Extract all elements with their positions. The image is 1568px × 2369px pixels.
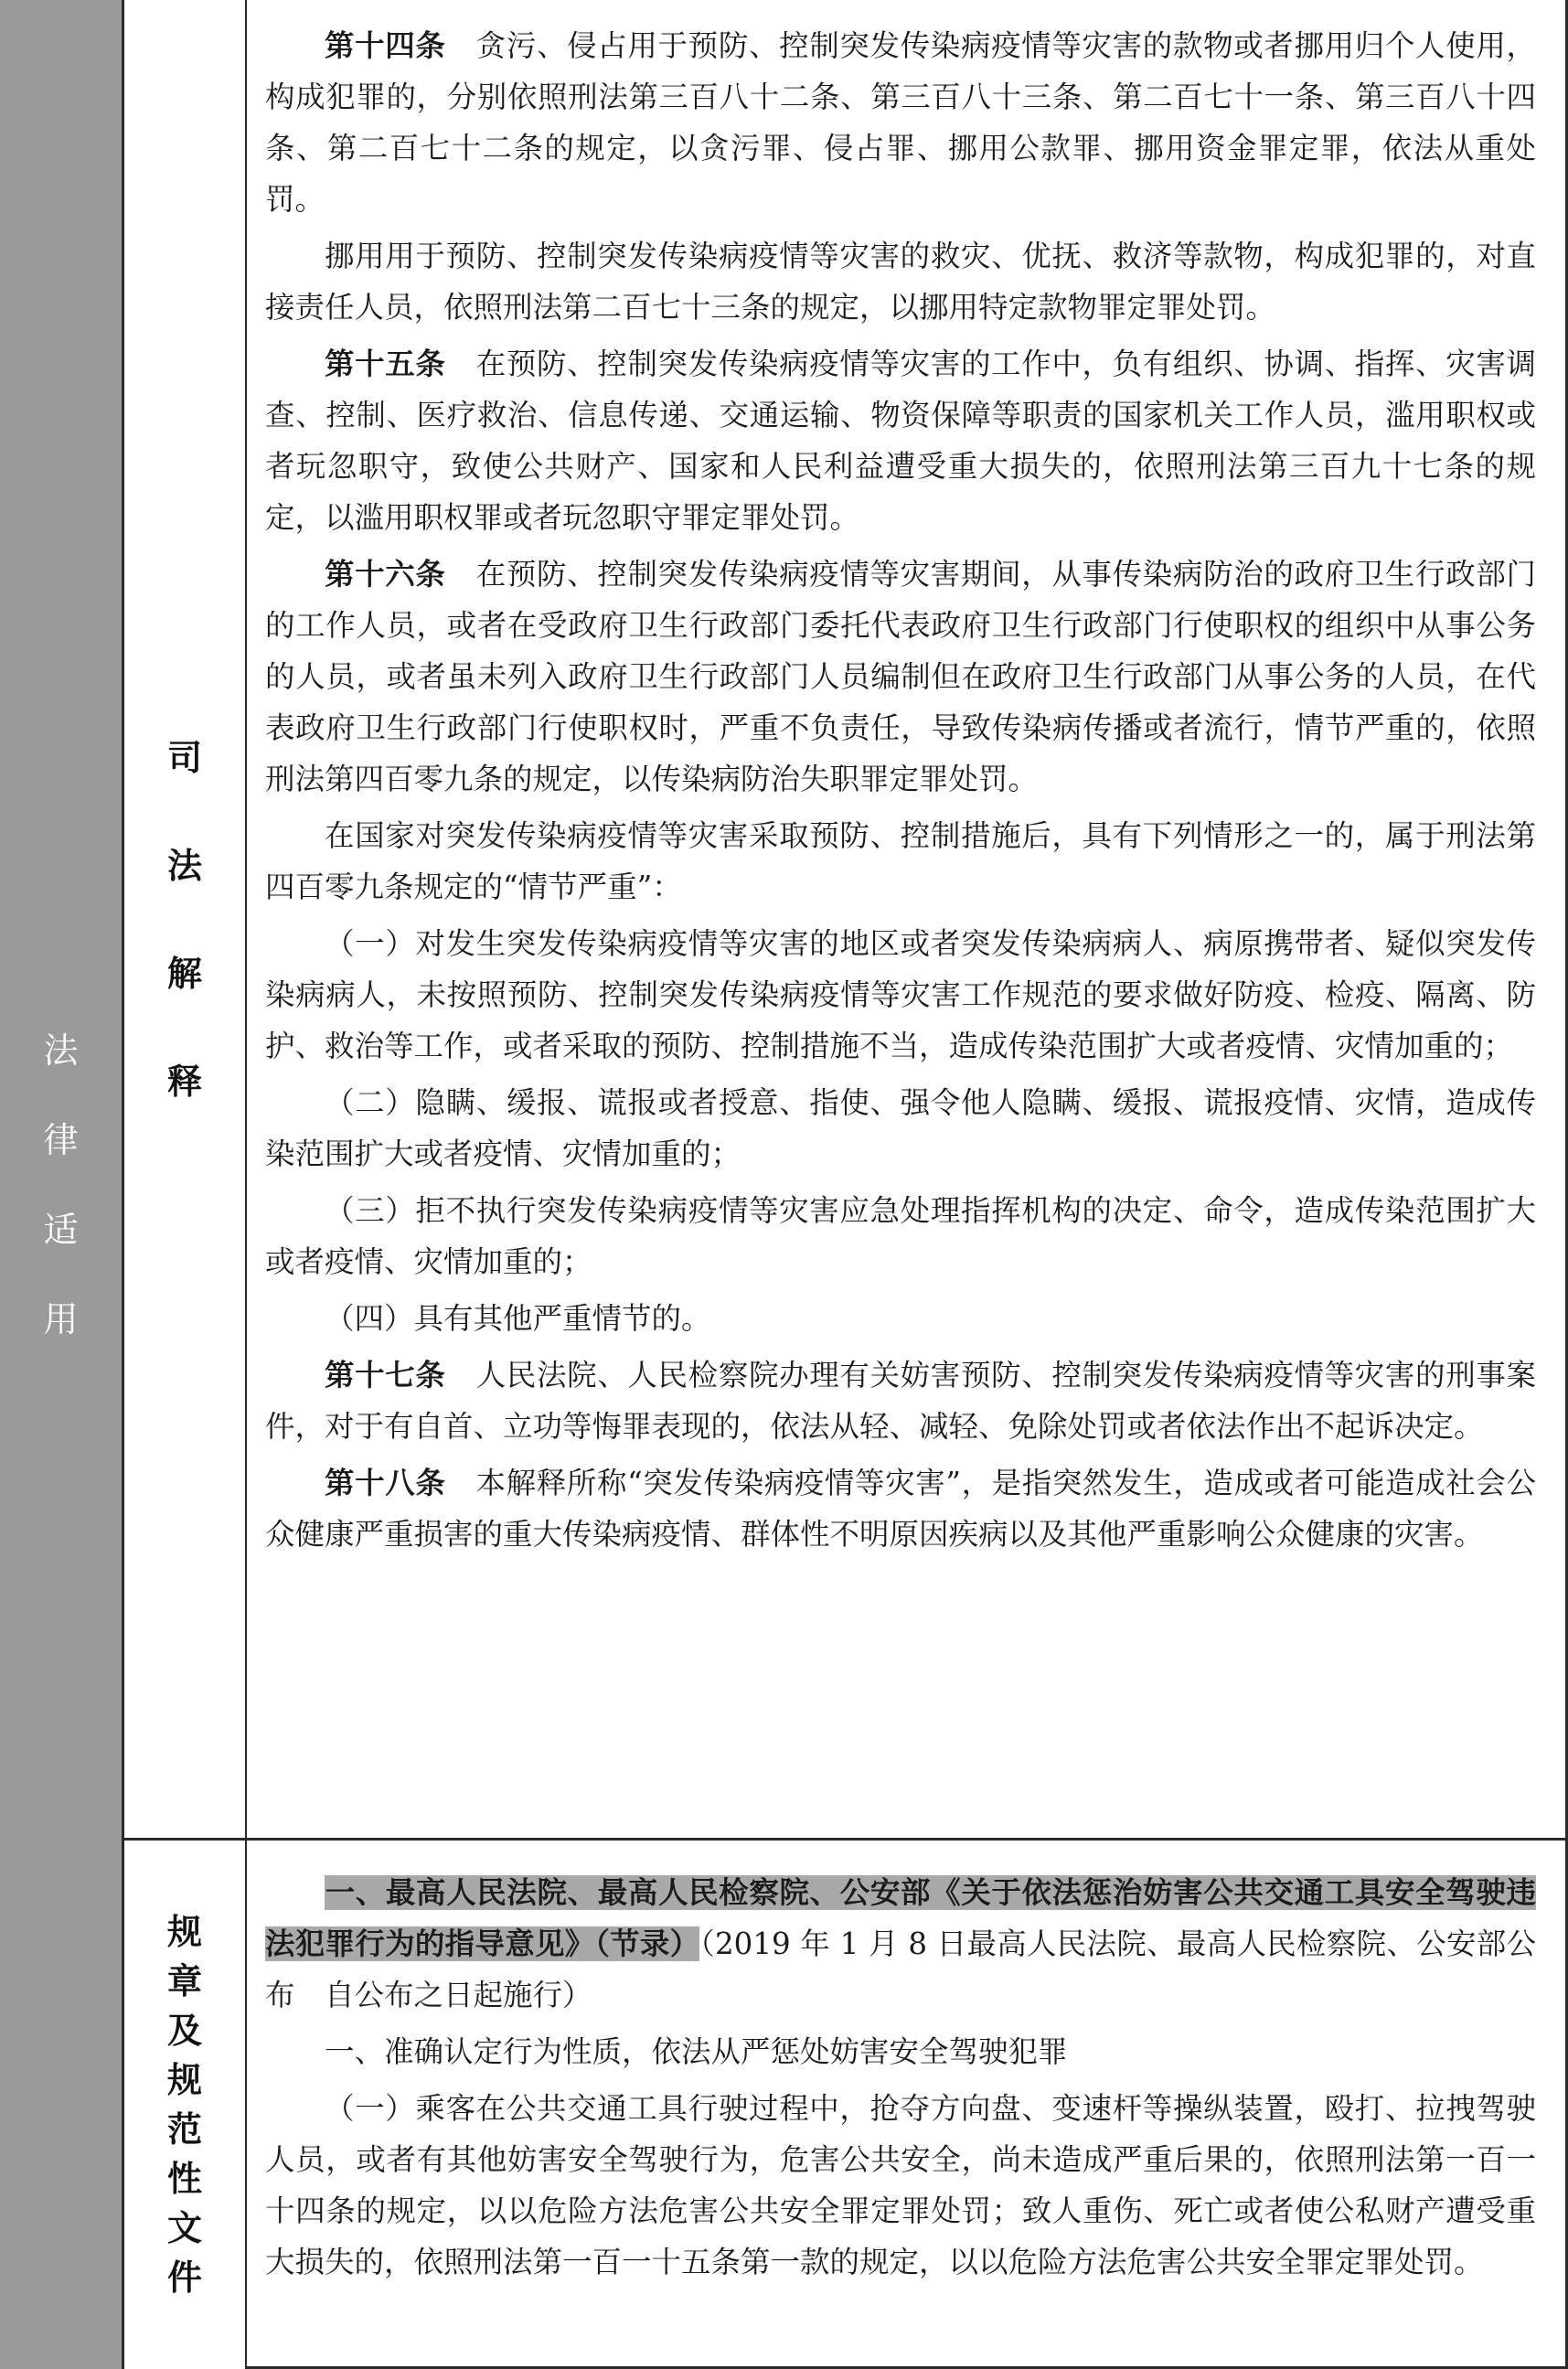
subcategory-char: 章 — [166, 1960, 202, 2001]
article-text: （二）隐瞒、缓报、谎报或者授意、指使、强令他人隐瞒、缓报、谎报疫情、灾情，造成传染范围扩大或者疫情、灾情加重的； — [265, 1085, 1536, 1171]
regulation-paragraph — [265, 2083, 1536, 2288]
category-label — [43, 1006, 78, 1364]
article-text: （四）具有其他严重情节的。 — [325, 1301, 711, 1336]
category-column — [0, 0, 124, 2369]
subcategory-char: 法 — [166, 846, 202, 886]
article-text: 人民法院、人民检察院办理有关妨害预防、控制突发传染病疫情等灾害的刑事案件，对于有自首、立功等悔罪表现的，依法从轻、减轻、免除处罚或者依法作出不起诉决定。 — [265, 1358, 1536, 1444]
article-text: 贪污、侵占用于预防、控制突发传染病疫情等灾害的款物或者挪用归个人使用，构成犯罪的，分别依照刑法第三百八十二条、第三百八十三条、第二百七十一条、第三百八十四条、第二百七十二条的规定，以贪污罪、侵占罪、挪用公款罪、挪用资金罪定罪，依法从重处罚。 — [265, 28, 1536, 217]
document-title: 一、最高人民法院、最高人民检察院、公安部《关于依法惩治妨害公共交通工具安全驾驶违法犯罪行为的指导意见》（节录） — [265, 1875, 1536, 1961]
article-paragraph — [265, 1457, 1536, 1560]
regulations-text — [247, 1867, 1545, 2293]
subcategory-label — [167, 1907, 202, 2302]
subcategory-char: 释 — [166, 1062, 202, 1102]
judicial-interpretation-text — [247, 20, 1545, 1565]
document-title-paragraph — [265, 1867, 1536, 2021]
article-paragraph — [265, 1077, 1536, 1179]
article-paragraph — [265, 918, 1536, 1072]
subcategory-label — [167, 704, 202, 1136]
article-paragraph — [265, 810, 1536, 912]
article-number: 第十四条 — [325, 28, 446, 63]
subcategory-char: 解 — [166, 954, 202, 994]
article-text: 在国家对突发传染病疫情等灾害采取预防、控制措施后，具有下列情形之一的，属于刑法第四百零九条规定的“情节严重”： — [265, 818, 1536, 904]
regulation-text: （一）乘客在公共交通工具行驶过程中，抢夺方向盘、变速杆等操纵装置，殴打、拉拽驾驶人员，或者有其他妨害安全驾驶行为，危害公共安全，尚未造成严重后果的，依照刑法第一百一十四条的规定，以以危险方法危害公共安全罪定罪处罚；致人重伤、死亡或者使公私财产遭受重大损失的，依照刑法第一百一十五条第一款的规定，以以危险方法危害公共安全罪定罪处罚。 — [265, 2091, 1536, 2279]
article-text: 在预防、控制突发传染病疫情等灾害的工作中，负有组织、协调、指挥、灾害调查、控制、医疗救治、信息传递、交通运输、物资保障等职责的国家机关工作人员，滥用职权或者玩忽职守，致使公共财产、国家和人民利益遭受重大损失的，依照刑法第三百九十七条的规定，以滥用职权罪或者玩忽职守罪定罪处罚。 — [265, 347, 1536, 535]
subcategory-judicial — [124, 0, 247, 1840]
article-text: （三）拒不执行突发传染病疫情等灾害应急处理指挥机构的决定、命令，造成传染范围扩大或者疫情、灾情加重的； — [265, 1193, 1536, 1279]
article-text: 在预防、控制突发传染病疫情等灾害期间，从事传染病防治的政府卫生行政部门的工作人员，或者在受政府卫生行政部门委托代表政府卫生行政部门行使职权的组织中从事公务的人员，或者虽未列入政府卫生行政部门人员编制但在政府卫生行政部门从事公务的人员，在代表政府卫生行政部门行使职权时，严重不负责任，导致传染病传播或者流行，情节严重的，依照刑法第四百零九条的规定，以传染病防治失职罪定罪处罚。 — [265, 557, 1536, 796]
subcategory-char: 司 — [166, 738, 202, 778]
subcategory-char: 范 — [166, 2108, 202, 2150]
category-char: 法 — [43, 1030, 79, 1071]
article-number: 第十五条 — [325, 347, 446, 381]
category-char: 适 — [43, 1209, 79, 1250]
article-text: 本解释所称“突发传染病疫情等灾害”，是指突然发生，造成或者可能造成社会公众健康严重损害的重大传染病疫情、群体性不明原因疾病以及其他严重影响公众健康的灾害。 — [265, 1466, 1536, 1552]
article-paragraph — [265, 230, 1536, 333]
article-paragraph — [265, 1293, 1536, 1344]
article-paragraph — [265, 338, 1536, 543]
subcategory-char: 性 — [166, 2158, 202, 2199]
regulation-text: 一、准确认定行为性质，依法从严惩处妨害安全驾驶犯罪 — [325, 2034, 1068, 2069]
article-paragraph — [265, 549, 1536, 805]
subcategory-regulations — [124, 1840, 247, 2369]
subcategory-char: 规 — [166, 2059, 202, 2100]
subcategory-char: 件 — [166, 2257, 202, 2298]
article-paragraph — [265, 1350, 1536, 1452]
category-char: 律 — [43, 1119, 79, 1160]
article-number: 第十六条 — [325, 557, 446, 592]
article-number: 第十七条 — [325, 1358, 446, 1393]
article-text: （一）对发生突发传染病疫情等灾害的地区或者突发传染病病人、病原携带者、疑似突发传染病病人，未按照预防、控制突发传染病疫情等灾害工作规范的要求做好防疫、检疫、隔离、防护、救治等工作，或者采取的预防、控制措施不当，造成传染范围扩大或者疫情、灾情加重的； — [265, 926, 1536, 1063]
category-char: 用 — [43, 1298, 79, 1339]
article-text: 挪用用于预防、控制突发传染病疫情等灾害的救灾、优抚、救济等款物，构成犯罪的，对直接责任人员，依照刑法第二百七十三条的规定，以挪用特定款物罪定罪处罚。 — [265, 239, 1536, 325]
article-number: 第十八条 — [325, 1466, 446, 1500]
document-publication-note: （2019 年 1 月 8 日最高人民法院、最高人民检察院、公安部公布 自公布之日起施行） — [265, 1926, 1536, 2012]
subcategory-char: 规 — [166, 1911, 202, 1952]
article-paragraph — [265, 20, 1536, 225]
row-divider — [124, 1838, 1568, 1841]
subcategory-char: 文 — [166, 2207, 202, 2248]
article-paragraph — [265, 1185, 1536, 1287]
subcategory-char: 及 — [166, 2010, 202, 2051]
regulation-paragraph — [265, 2026, 1536, 2077]
